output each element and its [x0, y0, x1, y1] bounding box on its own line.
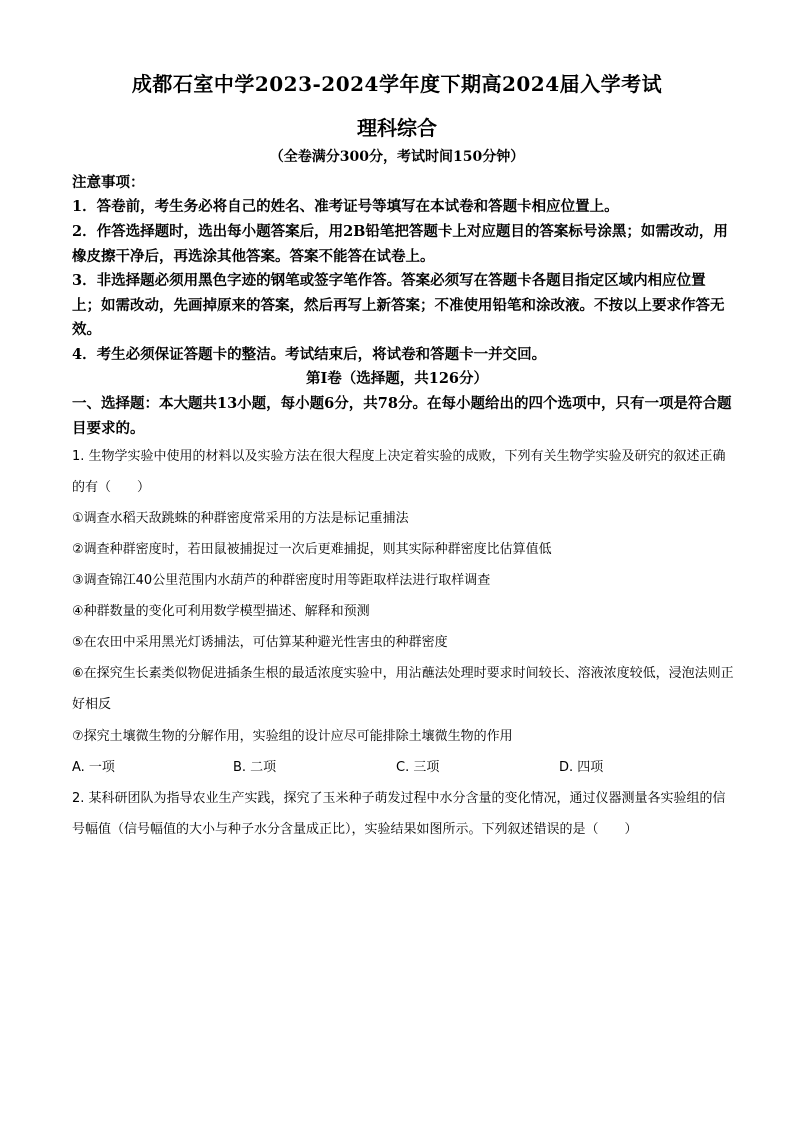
- question-1-statement-2: ②调查种群密度时，若田鼠被捕捉过一次后更难捕捉，则其实际种群密度比估算值低: [72, 542, 552, 557]
- section-title: 第Ⅰ卷（选择题，共126分）: [305, 370, 489, 387]
- choice-a: A. 一项: [72, 760, 115, 775]
- section-instruction: 一、选择题：本大题共13小题，每小题6分，共78分。在每小题给出的四个选项中，只有一项是符合题目要求的。: [72, 395, 732, 437]
- question-1-statement-6: ⑥在探究生长素类似物促进插条生根的最适浓度实验中，用沾蘸法处理时要求时间较长、溶液浓度较低，浸泡法则正好相反: [72, 666, 734, 712]
- question-1-statement-1: ①调查水稻天敌跳蛛的种群密度常采用的方法是标记重捕法: [72, 511, 409, 526]
- notice-item-1: 1．答卷前，考生务必将自己的姓名、准考证号等填写在本试卷和答题卡相应位置上。: [72, 198, 619, 215]
- question-1-choices: [72, 752, 732, 783]
- exam-subject: 理科综合: [357, 116, 437, 140]
- question-1-statement-3: ③调查锦江40公里范围内水葫芦的种群密度时用等距取样法进行取样调查: [72, 573, 491, 588]
- notice-item-3: 3．非选择题必须用黑色字迹的钢笔或签字笔作答。答案必须写在答题卡各题目指定区域内相应位置上；如需改动，先画掉原来的答案，然后再写上新答案；不准使用铅笔和涂改液。不按以上要求作答无效。: [72, 272, 725, 338]
- question-1-statement-5: ⑤在农田中采用黑光灯诱捕法，可估算某种避光性害虫的种群密度: [72, 635, 448, 650]
- question-1-statement-4: ④种群数量的变化可利用数学模型描述、解释和预测: [72, 604, 370, 619]
- notice-heading: 注意事项：: [72, 174, 145, 191]
- question-2-stem: 2. 某科研团队为指导农业生产实践，探究了玉米种子萌发过程中水分含量的变化情况，通过仪器测量各实验组的信号幅值（信号幅值的大小与种子水分含量成正比），实验结果如图所示。下列叙述错误的是（ ）: [72, 791, 726, 837]
- choice-c: C. 三项: [396, 760, 440, 775]
- choice-d: D. 四项: [559, 760, 604, 775]
- score-info: （全卷满分300分，考试时间150分钟）: [269, 149, 525, 165]
- question-1-statement-7: ⑦探究土壤微生物的分解作用，实验组的设计应尽可能排除土壤微生物的作用: [72, 729, 513, 744]
- question-1-stem: 1. 生物学实验中使用的材料以及实验方法在很大程度上决定着实验的成败，下列有关生物学实验及研究的叙述正确的有（ ）: [72, 449, 726, 495]
- exam-title: 成都石室中学2023-2024学年度下期高2024届入学考试: [131, 72, 663, 96]
- notice-item-4: 4．考生必须保证答题卡的整洁。考试结束后，将试卷和答题卡一并交回。: [72, 346, 547, 363]
- choice-b: B. 二项: [233, 760, 277, 775]
- notice-item-2: 2．作答选择题时，选出每小题答案后，用2B铅笔把答题卡上对应题目的答案标号涂黑；如需改动，用橡皮擦干净后，再选涂其他答案。答案不能答在试卷上。: [72, 223, 728, 265]
